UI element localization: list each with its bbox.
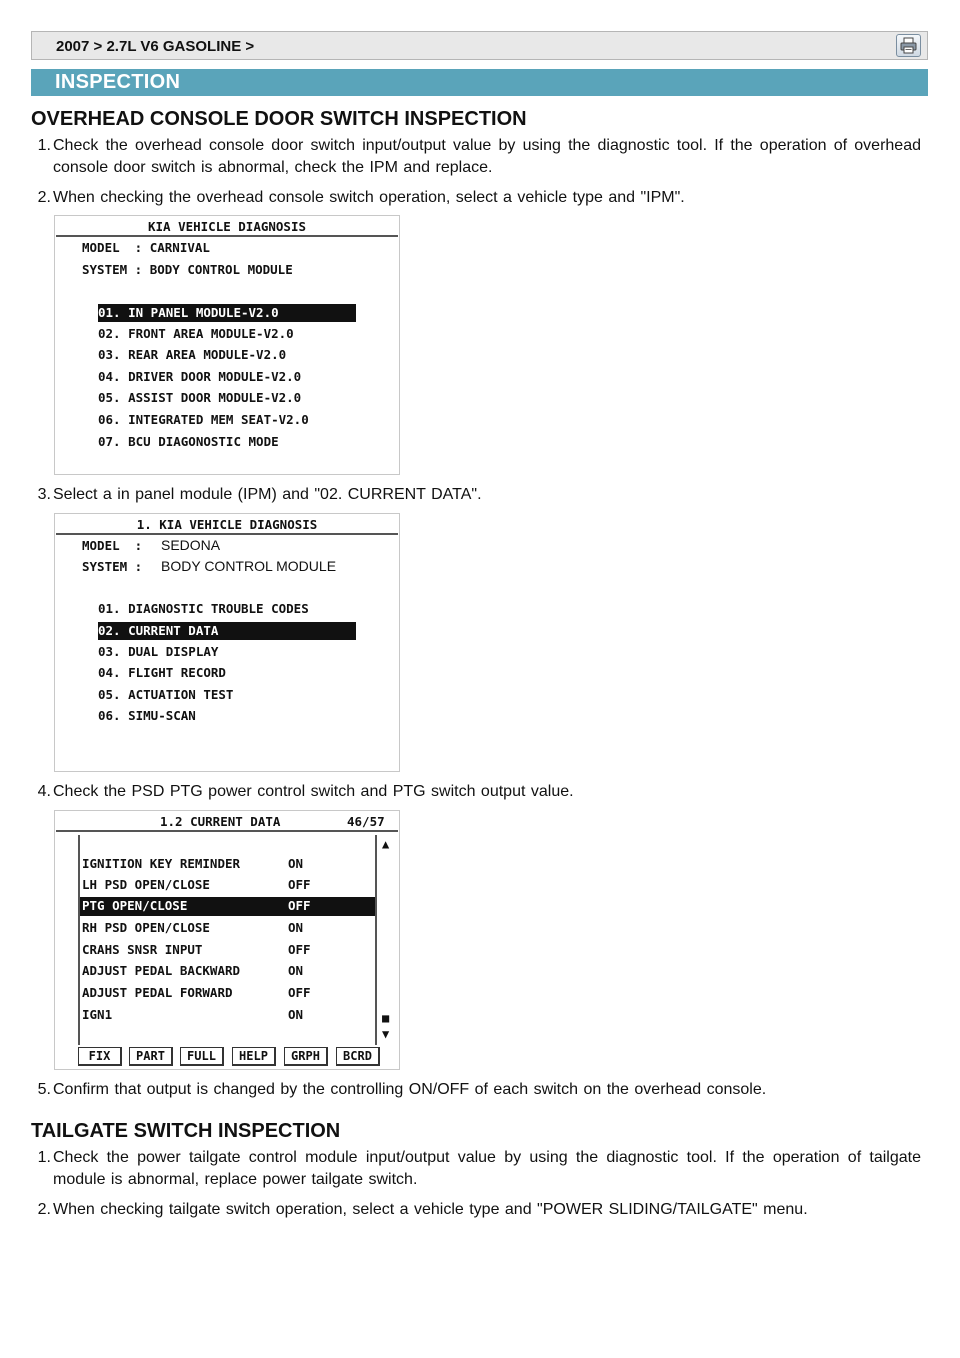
step-number: 4. — [37, 783, 51, 800]
step-number: 1. — [37, 137, 51, 154]
step-text: When checking tailgate switch operation, select a vehicle type and "POWER SLIDING/TAILGATE" menu. — [53, 1201, 808, 1218]
diagnosis-screen-current-data — [54, 810, 400, 1070]
step-text: When checking the overhead console switch operation, select a vehicle type and "IPM". — [53, 189, 685, 206]
scroll-thumb-icon[interactable]: ■ — [382, 1011, 390, 1025]
data-row-label: CRAHS SNSR INPUT — [82, 942, 203, 957]
printer-icon — [900, 37, 917, 54]
menu-item[interactable]: 07. BCU DIAGONOSTIC MODE — [98, 434, 279, 449]
breadcrumb-text: 2007 > 2.7L V6 GASOLINE > — [56, 38, 255, 55]
menu-item[interactable]: 03. DUAL DISPLAY — [98, 644, 219, 659]
screen-titlebar — [56, 812, 398, 832]
step-number: 2. — [37, 1201, 51, 1218]
print-button[interactable] — [896, 34, 921, 57]
screen-title: KIA VEHICLE DIAGNOSIS — [56, 217, 398, 237]
diagnosis-screen-function-select — [54, 513, 400, 772]
data-row-value: ON — [288, 1007, 304, 1022]
menu-item[interactable]: 03. REAR AREA MODULE-V2.0 — [98, 347, 287, 362]
data-row-label: LH PSD OPEN/CLOSE — [82, 877, 210, 892]
help-button[interactable]: HELP — [232, 1047, 276, 1066]
fix-button[interactable]: FIX — [78, 1047, 122, 1066]
screen-title: 1.2 CURRENT DATA — [160, 814, 281, 829]
menu-item[interactable]: 04. FLIGHT RECORD — [98, 665, 226, 680]
menu-item[interactable]: 01. DIAGNOSTIC TROUBLE CODES — [98, 601, 309, 616]
data-row-value: ON — [288, 920, 304, 935]
data-counter: 46/57 — [347, 814, 385, 829]
menu-item[interactable]: 05. ASSIST DOOR MODULE-V2.0 — [98, 390, 302, 405]
data-row-label: PTG OPEN/CLOSE — [82, 898, 188, 913]
menu-item[interactable]: 05. ACTUATION TEST — [98, 687, 234, 702]
diagnosis-screen-model-select — [54, 215, 400, 475]
system-value: BODY CONTROL MODULE — [161, 558, 337, 574]
section-bar — [31, 69, 928, 96]
system-label: SYSTEM : — [82, 559, 143, 574]
data-list-scrollbar[interactable] — [375, 835, 397, 1045]
menu-item-selected[interactable]: 01. IN PANEL MODULE-V2.0 — [98, 304, 356, 322]
full-button[interactable]: FULL — [180, 1047, 224, 1066]
model-value: SEDONA — [161, 537, 221, 553]
part-button[interactable]: PART — [129, 1047, 173, 1066]
step-2 — [31, 187, 921, 209]
step-text: Confirm that output is changed by the controlling ON/OFF of each switch on the overhead console. — [53, 1081, 767, 1098]
step-text: Select a in panel module (IPM) and "02. CURRENT DATA". — [53, 486, 482, 503]
step-number: 5. — [37, 1081, 51, 1098]
data-row-value: OFF — [288, 877, 311, 892]
screen-title: 1. KIA VEHICLE DIAGNOSIS — [56, 515, 398, 535]
menu-item[interactable]: 02. FRONT AREA MODULE-V2.0 — [98, 326, 294, 341]
data-row-value: OFF — [288, 942, 311, 957]
step-4 — [31, 781, 921, 803]
data-row-selected[interactable] — [80, 897, 375, 916]
step-3 — [31, 484, 921, 506]
tailgate-step-1 — [31, 1147, 921, 1191]
data-row-label: ADJUST PEDAL BACKWARD — [82, 963, 241, 978]
model-label: MODEL : — [82, 538, 143, 553]
data-row-label: ADJUST PEDAL FORWARD — [82, 985, 233, 1000]
menu-item[interactable]: 06. INTEGRATED MEM SEAT-V2.0 — [98, 412, 309, 427]
step-number: 3. — [37, 486, 51, 503]
step-5 — [31, 1079, 921, 1101]
breadcrumb — [31, 31, 928, 60]
tailgate-step-2 — [31, 1199, 921, 1221]
menu-item-selected[interactable]: 02. CURRENT DATA — [98, 622, 356, 640]
model-line: MODEL : CARNIVAL — [82, 240, 210, 255]
step-number: 2. — [37, 189, 51, 206]
menu-item[interactable]: 04. DRIVER DOOR MODULE-V2.0 — [98, 369, 302, 384]
section-heading-tailgate: TAILGATE SWITCH INSPECTION — [31, 1120, 341, 1142]
record-button[interactable]: BCRD — [336, 1047, 380, 1066]
data-row-value: ON — [288, 963, 304, 978]
scroll-down-icon[interactable]: ▼ — [382, 1027, 390, 1041]
step-text: Check the overhead console door switch input/output value by using the diagnostic tool. If the operation of overhead console door switch is abnormal, check the IPM and replace. — [53, 137, 921, 176]
data-row-label: RH PSD OPEN/CLOSE — [82, 920, 210, 935]
data-row-value: OFF — [288, 985, 311, 1000]
step-1 — [31, 135, 921, 179]
step-number: 1. — [37, 1149, 51, 1166]
scroll-up-icon[interactable]: ▲ — [382, 837, 390, 851]
data-row-label: IGNITION KEY REMINDER — [82, 856, 241, 871]
data-row-label: IGN1 — [82, 1007, 113, 1022]
graph-button[interactable]: GRPH — [284, 1047, 328, 1066]
step-text: Check the power tailgate control module input/output value by using the diagnostic tool. If the operation of tailgate module is abnormal, replace power tailgate switch. — [53, 1149, 921, 1188]
data-row-value: ON — [288, 856, 304, 871]
section-bar-title: INSPECTION — [55, 71, 181, 93]
section-heading-overhead: OVERHEAD CONSOLE DOOR SWITCH INSPECTION — [31, 108, 527, 130]
system-line: SYSTEM : BODY CONTROL MODULE — [82, 262, 293, 277]
menu-item[interactable]: 06. SIMU-SCAN — [98, 708, 196, 723]
data-row-value: OFF — [288, 898, 311, 913]
step-text: Check the PSD PTG power control switch and PTG switch output value. — [53, 783, 574, 800]
